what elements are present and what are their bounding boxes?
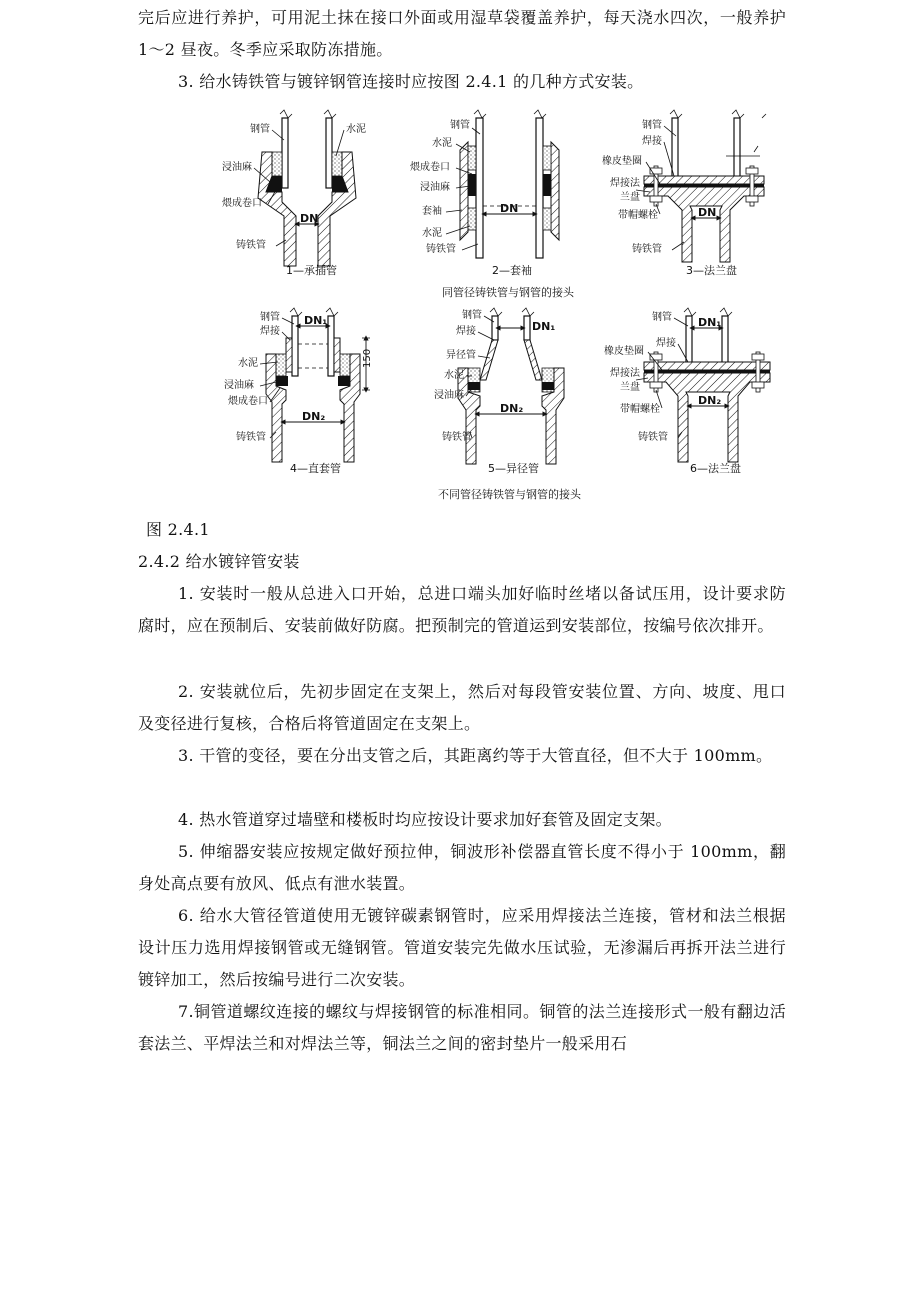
label-weld: 焊接 <box>642 136 662 147</box>
label-steel-pipe: 钢管 <box>250 124 270 135</box>
label-steel-pipe: 钢管 <box>652 312 672 323</box>
label-flange-plate: 兰盘 <box>620 192 640 203</box>
panel-2-caption: 2—套袖 <box>492 264 532 277</box>
label-rolled-edge: 煨成卷口 <box>228 396 268 407</box>
panel-6-caption: 6—法兰盘 <box>690 462 741 475</box>
label-cast-iron-pipe: 铸铁管 <box>236 432 266 443</box>
label-reducer: 异径管 <box>446 350 476 361</box>
list-item-6: 6. 给水大管径管道使用无镀锌碳素钢管时，应采用焊接法兰连接，管材和法兰根据设计压力选用焊接钢管或无缝钢管。管道安装完先做水压试验，无渗漏后再拆开法兰进行镀锌加工，然后按编号进行二次安装。 <box>138 906 786 989</box>
panel-3-caption: 3—法兰盘 <box>686 264 737 277</box>
label-oiled-hemp: 浸油麻 <box>222 162 252 173</box>
list-item-4: 4. 热水管道穿过墙壁和楼板时均应按设计要求加好套管及固定支架。 <box>178 810 672 829</box>
label-cement: 水泥 <box>432 138 452 149</box>
label-cement: 水泥 <box>444 370 464 381</box>
label-weld-flange: 焊接法 <box>610 178 640 189</box>
label-cement: 水泥 <box>238 358 258 369</box>
list-item-7: 7.铜管道螺纹连接的螺纹与焊接钢管的标准相同。铜管的法兰连接形式一般有翻边活套法兰、平焊法兰和对焊法兰等，铜法兰之间的密封垫片一般采用石 <box>138 1002 786 1053</box>
label-weld: 焊接 <box>456 326 476 337</box>
dimension-150: 150 <box>362 348 373 368</box>
list-item-2: 2. 安装就位后，先初步固定在支架上，然后对每段管安装位置、方向、坡度、甩口及变径进行复核，合格后将管道固定在支架上。 <box>138 682 786 733</box>
label-capped-bolt: 带帽螺栓 <box>620 404 660 415</box>
row-1-caption: 同管径铸铁管与钢管的接头 <box>442 286 574 299</box>
row-2-caption: 不同管径铸铁管与钢管的接头 <box>438 488 581 501</box>
label-cast-iron-pipe: 铸铁管 <box>638 432 668 443</box>
label-steel-pipe: 钢管 <box>462 310 482 321</box>
label-weld-flange: 焊接法 <box>610 368 640 379</box>
dn2-label: DN₂ <box>302 410 326 423</box>
dn-label: DN <box>300 212 319 225</box>
label-oiled-hemp: 浸油麻 <box>224 380 254 391</box>
label-rubber-gasket: 橡皮垫圈 <box>604 346 644 357</box>
dn-label: DN <box>500 202 519 215</box>
panel-2-sleeve <box>410 110 559 277</box>
panel-1-socket-pipe <box>222 110 366 277</box>
paragraph-continuation: 完后应进行养护，可用泥土抹在接口外面或用湿草袋覆盖养护，每天浇水四次，一般养护 1～2 昼夜。冬季应采取防冻措施。 <box>138 8 786 59</box>
label-steel-pipe: 钢管 <box>450 120 470 131</box>
label-steel-pipe: 钢管 <box>260 312 280 323</box>
section-heading: 2.4.2 给水镀锌管安装 <box>138 552 300 571</box>
label-cast-iron-pipe: 铸铁管 <box>632 244 662 255</box>
label-weld: 焊接 <box>656 338 676 349</box>
label-weld: 焊接 <box>260 326 280 337</box>
panel-5-caption: 5—异径管 <box>488 462 539 475</box>
dn1-label: DN₁ <box>698 316 722 329</box>
dn2-label: DN₂ <box>698 394 722 407</box>
panel-5-reducer <box>434 308 564 475</box>
dn1-label: DN₁ <box>532 320 556 333</box>
figure-title: 图 2.4.1 <box>146 520 210 539</box>
paragraph-item-3: 3. 给水铸铁管与镀锌钢管连接时应按图 2.4.1 的几种方式安装。 <box>178 72 644 91</box>
list-item-5: 5. 伸缩器安装应按规定做好预拉伸，铜波形补偿器直管长度不得小于 100mm，翻身处高点要有放风、低点有泄水装置。 <box>138 842 786 893</box>
label-oiled-hemp: 浸油麻 <box>434 390 464 401</box>
list-item-3: 3. 干管的变径，要在分出支管之后，其距离约等于大管直径，但不大于 100mm。 <box>178 746 773 765</box>
dn1-label: DN₁ <box>304 314 328 327</box>
label-flange-plate: 兰盘 <box>620 382 640 393</box>
label-sleeve: 套袖 <box>422 206 442 217</box>
panel-6-flange <box>604 308 770 475</box>
label-cast-iron-pipe: 铸铁管 <box>442 432 472 443</box>
label-oiled-hemp: 浸油麻 <box>420 182 450 193</box>
label-capped-bolt: 带帽螺栓 <box>618 210 658 221</box>
label-rolled-edge: 煨成卷口 <box>222 198 262 209</box>
panel-3-flange <box>602 110 766 277</box>
label-cast-iron-pipe: 铸铁管 <box>426 244 456 255</box>
panel-1-caption: 1—承插管 <box>286 264 337 277</box>
dn2-label: DN₂ <box>500 402 524 415</box>
label-cast-iron-pipe: 铸铁管 <box>236 240 266 251</box>
dn-label: DN <box>698 206 717 219</box>
label-rubber-gasket: 橡皮垫圈 <box>602 156 642 167</box>
panel-4-straight-sleeve <box>224 308 373 475</box>
label-rolled-edge: 煨成卷口 <box>410 162 450 173</box>
label-cement: 水泥 <box>346 124 366 135</box>
figure-2-4-1 <box>210 106 780 508</box>
panel-4-caption: 4—直套管 <box>290 462 341 475</box>
label-steel-pipe: 钢管 <box>642 120 662 131</box>
label-cement-2: 水泥 <box>422 228 442 239</box>
list-item-1: 1. 安装时一般从总进入口开始，总进口端头加好临时丝堵以备试压用，设计要求防腐时，应在预制后、安装前做好防腐。把预制完的管道运到安装部位，按编号依次排开。 <box>138 584 786 635</box>
